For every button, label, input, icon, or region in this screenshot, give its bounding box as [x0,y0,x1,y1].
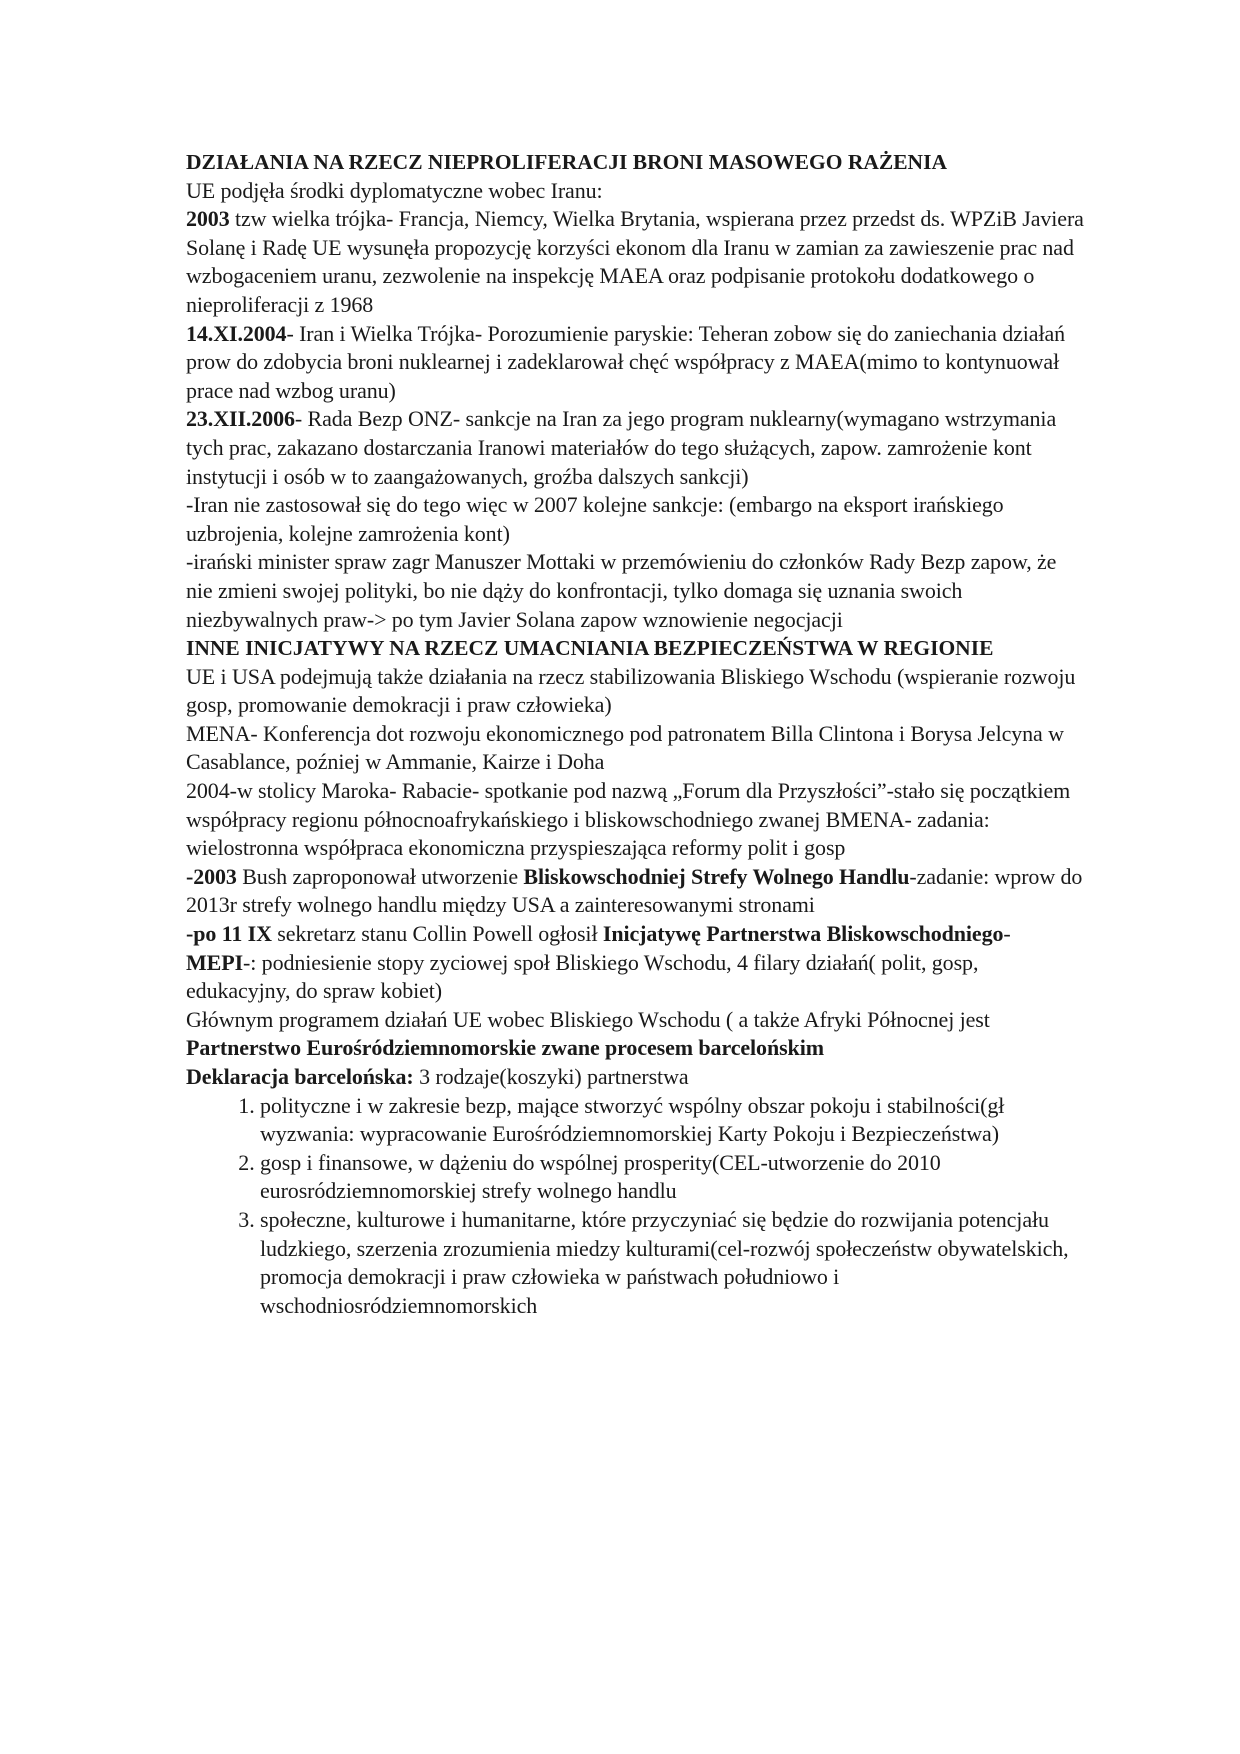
numbered-list-baskets [186,1092,1086,1321]
text-2003: tzw wielka trójka- Francja, Niemcy, Wielka Brytania, wspierana przez przedst ds. WPZiB Javiera Solanę i Radę UE wysunęła propozycję korzyści ekonom dla Iranu w zamian za zawieszenie prac nad wzbogaceniem uranu, zezwolenie na inspekcję MAEA oraz podpisanie protokołu dodatkowego o nieproliferacji z 1968 [186,206,1084,317]
list-item: 2. gosp i finansowe, w dążeniu do wspólnej prosperity(CEL-utworzenie do 2010 eurosródziemnomorskiej strefy wolnego handlu [260,1149,1086,1206]
text-dash: - [1003,921,1011,947]
bold-2003: -2003 [186,863,237,889]
document-body [186,148,1086,1320]
list-item: 3. społeczne, kulturowe i humanitarne, które przyczyniać się będzie do rozwijania potencjału ludzkiego, szerzenia zrozumienia miedzy kulturami(cel-rozwój społeczeństw obywatelskich, promocja demokracji i praw człowieka w państwach południowo i wschodniosródziemnomorskich [260,1206,1086,1320]
text-three-baskets: 3 rodzaje(koszyki) partnerstwa [413,1064,689,1089]
text-powell: sekretarz stanu Collin Powell ogłosił [271,921,603,947]
paragraph-2003-big-three [186,205,1086,319]
bold-after-9-11: -po 11 IX [186,921,272,947]
date-2004: 14.XI.2004 [186,320,287,346]
paragraph-eu-measures: UE podjęła środki dyplomatyczne wobec Iranu: [186,177,603,203]
text-2006: - Rada Bezp ONZ- sankcje na Iran za jego program nuklearny(wymagano wstrzymania tych prac, zakazano dostarczania Iranowi materiałów do tego służących, zapow. zamrożenie kont instytucji i osób w to zaangażowanych, groźba dalszych sankcji) [186,406,1057,489]
list-item: 1. polityczne i w zakresie bezp, mające stworzyć wspólny obszar pokoju i stabilności(gł wyzwania: wypracowanie Eurośródziemnomorskiej Karty Pokoju i Bezpieczeństwa) [260,1092,1086,1149]
bold-mepi: MEPI [186,949,244,975]
bold-free-trade-zone: Bliskowschodniej Strefy Wolnego Handlu [523,863,910,889]
text-mepi-goals: -: podniesienie stopy zyciowej społ Bliskiego Wschodu, 4 filary działań( polit, gosp, edukacyjny, do spraw kobiet) [186,949,979,1004]
text-2004: - Iran i Wielka Trójka- Porozumienie paryskie: Teheran zobow się do zaniechania działań prow do zdobycia broni nuklearnej i zadeklarował chęć współpracy z MAEA(mimo to kontynuował prace nad wzbog uranu) [186,320,1066,403]
paragraph-eu-usa: UE i USA podejmują także działania na rzecz stabilizowania Bliskiego Wschodu (wspieranie rozwoju gosp, promowanie demokracji i praw człowieka) [186,663,1076,718]
bold-partnership-initiative: Inicjatywę Partnerstwa Bliskowschodniego [602,921,1004,947]
paragraph-bmena: 2004-w stolicy Maroka- Rabacie- spotkanie pod nazwą „Forum dla Przyszłości”-stało się początkiem współpracy regionu północnoafrykańskiego i bliskowschodniego zwanej BMENA- zadania: wielostronna współpraca ekonomiczna przyspieszająca reformy polit i gosp [186,778,1071,861]
paragraph-un-sanctions [186,405,1086,491]
text-bush: Bush zaproponował utworzenie [236,863,524,889]
paragraph-2007-sanctions: -Iran nie zastosował się do tego więc w 2007 kolejne sankcje: (embargo na eksport irańskiego uzbrojenia, kolejne zamrożenia kont) [186,492,1004,546]
text-free-trade-task: -zadanie: wprow do 2013r strefy wolnego handlu między USA a zainteresowanymi stronami [186,863,1083,918]
bold-barcelona-declaration: Deklaracja barcelońska: [186,1064,414,1089]
date-2003: 2003 [186,206,230,232]
bold-euromed-partnership: Partnerstwo Eurośródziemnomorskie zwane procesem barcelońskim [186,1035,824,1061]
paragraph-mottaki: -irański minister spraw zagr Manuszer Mottaki w przemówieniu do członków Rady Bezp zapow, że nie zmieni swojej polityki, bo nie dąży do konfrontacji, tylko domaga się uznania swoich niezbywalnych praw-> po tym Javier Solana zapow wznowienie negocjacji [186,549,1057,632]
paragraph-euromed [186,1006,1086,1063]
text-main-program: Głównym programem działań UE wobec Bliskiego Wschodu ( a także Afryki Północnej jest [186,1006,990,1032]
paragraph-barcelona [186,1063,1086,1092]
date-2006: 23.XII.2006 [186,406,295,432]
paragraph-paris-agreement [186,320,1086,406]
heading-other-initiatives: INNE INICJATYWY NA RZECZ UMACNIANIA BEZPIECZEŃSTWA W REGIONIE [186,636,994,661]
paragraph-mepi [186,920,1086,1006]
heading-nonproliferation: DZIAŁANIA NA RZECZ NIEPROLIFERACJI BRONI MASOWEGO RAŻENIA [186,150,947,174]
paragraph-mena: MENA- Konferencja dot rozwoju ekonomicznego pod patronatem Billa Clintona i Borysa Jelcyna w Casablance, poźniej w Ammanie, Kairze i Doha [186,720,1064,775]
paragraph-free-trade [186,863,1086,920]
